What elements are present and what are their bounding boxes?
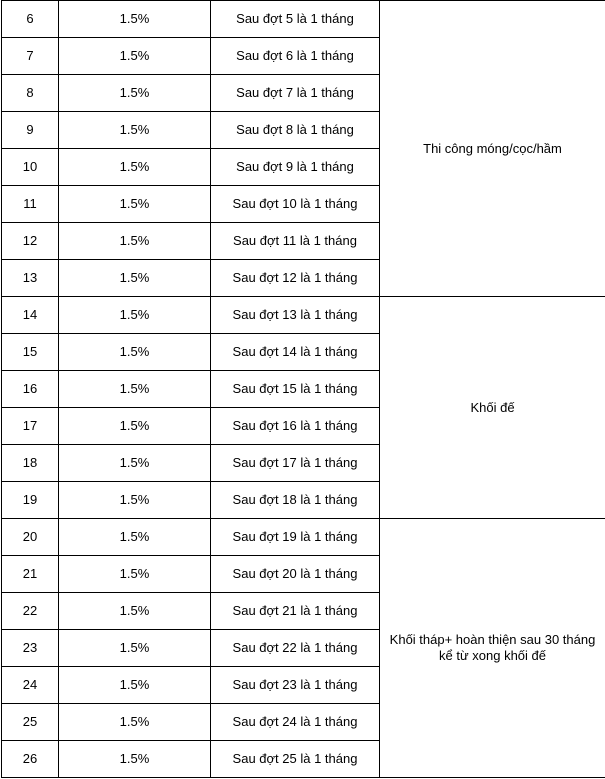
table-row xyxy=(2,1,605,38)
installment-number-cell: 17 xyxy=(2,408,59,445)
payment-timing-cell: Sau đợt 5 là 1 tháng xyxy=(211,1,380,38)
payment-rate-cell: 1.5% xyxy=(59,334,211,371)
payment-timing-cell: Sau đợt 12 là 1 tháng xyxy=(211,260,380,297)
installment-number-cell: 18 xyxy=(2,445,59,482)
installment-number-cell: 9 xyxy=(2,112,59,149)
payment-schedule-table xyxy=(1,0,605,778)
payment-timing-cell: Sau đợt 19 là 1 tháng xyxy=(211,519,380,556)
construction-phase-cell xyxy=(380,297,605,519)
installment-number-cell: 21 xyxy=(2,556,59,593)
installment-number-cell: 11 xyxy=(2,186,59,223)
payment-rate-cell: 1.5% xyxy=(59,75,211,112)
payment-timing-cell: Sau đợt 11 là 1 tháng xyxy=(211,223,380,260)
payment-rate-cell: 1.5% xyxy=(59,38,211,75)
payment-rate-cell: 1.5% xyxy=(59,741,211,778)
construction-phase-label: Thi công móng/cọc/hầm xyxy=(423,140,562,156)
payment-timing-cell: Sau đợt 7 là 1 tháng xyxy=(211,75,380,112)
payment-timing-cell: Sau đợt 18 là 1 tháng xyxy=(211,482,380,519)
payment-rate-cell: 1.5% xyxy=(59,593,211,630)
payment-rate-cell: 1.5% xyxy=(59,112,211,149)
installment-number-cell: 23 xyxy=(2,630,59,667)
payment-rate-cell: 1.5% xyxy=(59,149,211,186)
payment-rate-cell: 1.5% xyxy=(59,260,211,297)
payment-timing-cell: Sau đợt 14 là 1 tháng xyxy=(211,334,380,371)
payment-rate-cell: 1.5% xyxy=(59,704,211,741)
table-row xyxy=(2,519,605,556)
payment-timing-cell: Sau đợt 25 là 1 tháng xyxy=(211,741,380,778)
payment-rate-cell: 1.5% xyxy=(59,519,211,556)
payment-timing-cell: Sau đợt 24 là 1 tháng xyxy=(211,704,380,741)
installment-number-cell: 19 xyxy=(2,482,59,519)
installment-number-cell: 22 xyxy=(2,593,59,630)
payment-rate-cell: 1.5% xyxy=(59,667,211,704)
payment-timing-cell: Sau đợt 6 là 1 tháng xyxy=(211,38,380,75)
payment-rate-cell: 1.5% xyxy=(59,297,211,334)
construction-phase-cell xyxy=(380,519,605,778)
payment-timing-cell: Sau đợt 13 là 1 tháng xyxy=(211,297,380,334)
payment-rate-cell: 1.5% xyxy=(59,371,211,408)
installment-number-cell: 20 xyxy=(2,519,59,556)
payment-rate-cell: 1.5% xyxy=(59,408,211,445)
installment-number-cell: 7 xyxy=(2,38,59,75)
payment-timing-cell: Sau đợt 17 là 1 tháng xyxy=(211,445,380,482)
payment-rate-cell: 1.5% xyxy=(59,1,211,38)
construction-phase-label: Khối đế xyxy=(470,399,515,415)
installment-number-cell: 8 xyxy=(2,75,59,112)
construction-phase-cell xyxy=(380,1,605,297)
payment-rate-cell: 1.5% xyxy=(59,630,211,667)
installment-number-cell: 10 xyxy=(2,149,59,186)
payment-timing-cell: Sau đợt 8 là 1 tháng xyxy=(211,112,380,149)
payment-rate-cell: 1.5% xyxy=(59,556,211,593)
payment-timing-cell: Sau đợt 20 là 1 tháng xyxy=(211,556,380,593)
payment-timing-cell: Sau đợt 9 là 1 tháng xyxy=(211,149,380,186)
construction-phase-label: Khối tháp+ hoàn thiện sau 30 tháng kể từ xong khối đế xyxy=(389,632,596,663)
installment-number-cell: 24 xyxy=(2,667,59,704)
installment-number-cell: 12 xyxy=(2,223,59,260)
payment-timing-cell: Sau đợt 21 là 1 tháng xyxy=(211,593,380,630)
installment-number-cell: 6 xyxy=(2,1,59,38)
installment-number-cell: 26 xyxy=(2,741,59,778)
payment-timing-cell: Sau đợt 10 là 1 tháng xyxy=(211,186,380,223)
installment-number-cell: 15 xyxy=(2,334,59,371)
payment-timing-cell: Sau đợt 22 là 1 tháng xyxy=(211,630,380,667)
installment-number-cell: 14 xyxy=(2,297,59,334)
payment-timing-cell: Sau đợt 16 là 1 tháng xyxy=(211,408,380,445)
payment-timing-cell: Sau đợt 23 là 1 tháng xyxy=(211,667,380,704)
installment-number-cell: 16 xyxy=(2,371,59,408)
payment-timing-cell: Sau đợt 15 là 1 tháng xyxy=(211,371,380,408)
installment-number-cell: 25 xyxy=(2,704,59,741)
payment-rate-cell: 1.5% xyxy=(59,482,211,519)
payment-rate-cell: 1.5% xyxy=(59,445,211,482)
installment-number-cell: 13 xyxy=(2,260,59,297)
payment-rate-cell: 1.5% xyxy=(59,223,211,260)
payment-rate-cell: 1.5% xyxy=(59,186,211,223)
table-row xyxy=(2,297,605,334)
schedule-body xyxy=(2,1,605,778)
